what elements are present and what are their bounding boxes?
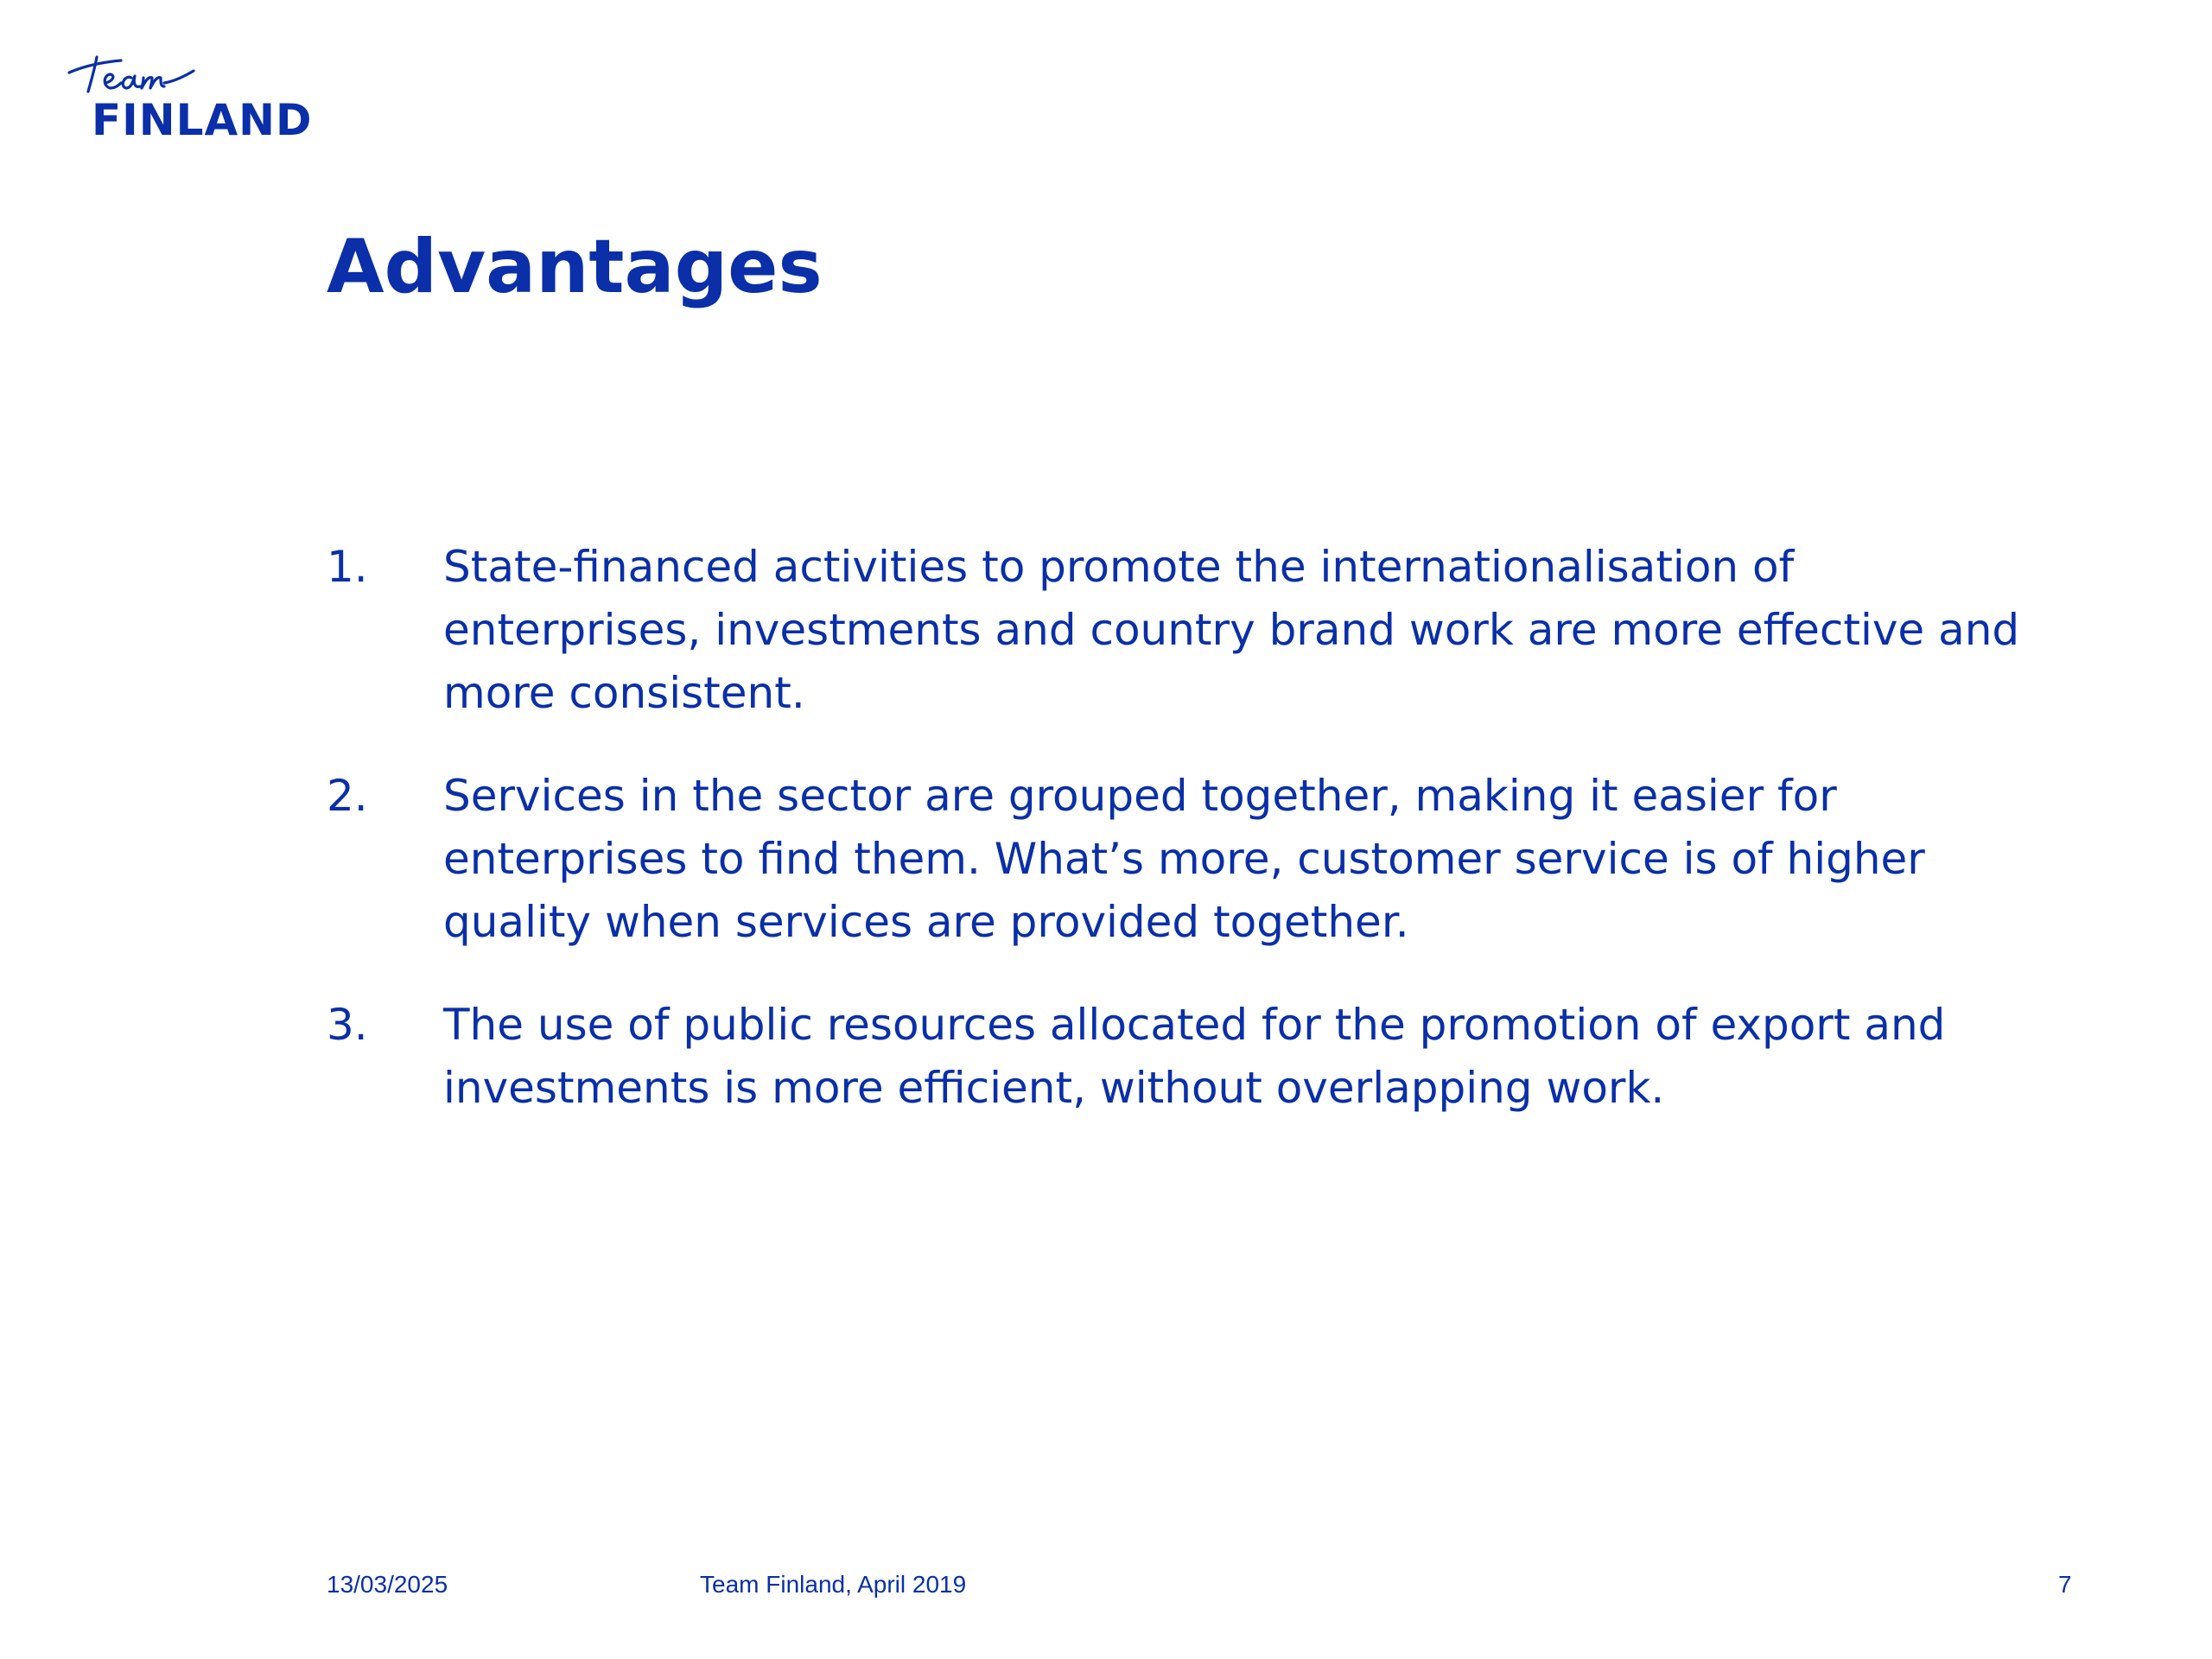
footer-date: 13/03/2025 [327, 1571, 448, 1598]
list-item-number: 2. [327, 771, 368, 821]
list-item-number: 3. [327, 1000, 368, 1050]
list-item-text: Services in the sector are grouped together, making it easier for enterprises to find them. What’s more, customer service is of higher quality when services are provided together. [443, 771, 1925, 947]
footer-text: Team Finland, April 2019 [700, 1571, 967, 1598]
list-item [327, 536, 2020, 725]
team-finland-logo [67, 48, 313, 145]
slide-title: Advantages [327, 224, 823, 310]
page-number: 7 [2058, 1571, 2072, 1598]
list-item-text: State-financed activities to promote the internationalisation of enterprises, investments and country brand work are more effective and more consistent. [443, 542, 2020, 718]
list-item [327, 765, 2020, 954]
list-item-text: The use of public resources allocated for the promotion of export and investments is more efficient, without overlapping work. [443, 1000, 1946, 1113]
logo-wordmark: FINLAND [92, 95, 313, 145]
list-item [327, 994, 2020, 1120]
list-item-number: 1. [327, 542, 368, 592]
advantages-list [327, 536, 2020, 1160]
